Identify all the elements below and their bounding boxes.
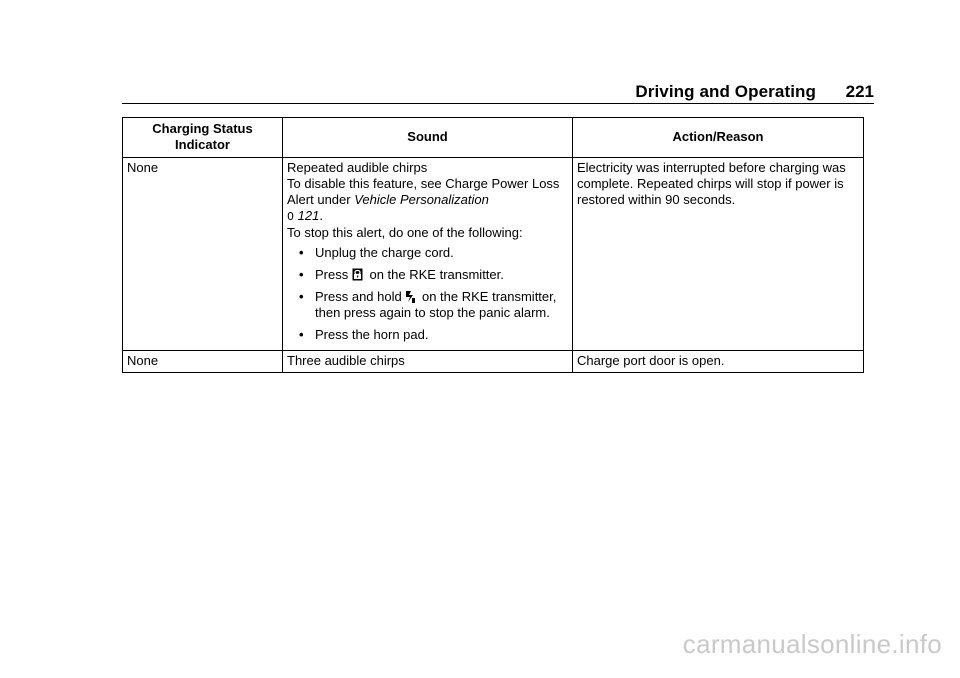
vehicle-personalization-link[interactable]: Vehicle Personalization (354, 192, 489, 207)
bullet-prefix: Press (315, 267, 349, 282)
list-item (287, 267, 568, 283)
bullet-prefix: Press and hold (315, 289, 402, 304)
list-item (287, 289, 568, 321)
column-header-indicator: Charging Status Indicator (123, 118, 283, 158)
table-row (123, 158, 864, 351)
stop-alert-intro: To stop this alert, do one of the following: (287, 225, 523, 240)
disable-text: To disable this feature, see Charge Power Loss Alert under (287, 176, 560, 207)
page-ref-end: . (319, 208, 323, 223)
column-header-action: Action/Reason (573, 118, 864, 158)
bullet-mark: • (299, 289, 304, 304)
bullet-suffix: on the RKE transmitter. (369, 267, 504, 282)
bullet-mark: • (299, 327, 304, 342)
cell-action: Electricity was interrupted before charging was complete. Repeated chirps will stop if power is restored within 90 seconds. (573, 158, 864, 351)
bullet-mark: • (299, 245, 304, 260)
bullet-text: Press the horn pad. (315, 327, 429, 342)
table-row (123, 351, 864, 373)
charging-status-table (122, 117, 864, 373)
page-ref-number[interactable]: 121 (297, 208, 320, 223)
cell-indicator: None (123, 158, 283, 351)
cell-sound (283, 158, 573, 351)
section-title: Driving and Operating (635, 82, 816, 101)
page-ref-icon: 0 (287, 210, 294, 223)
disable-instructions (287, 176, 568, 225)
sound-description: Repeated audible chirps (287, 160, 428, 175)
bullet-mark: • (299, 267, 304, 282)
bullet-suffix: on the RKE transmitter, then press again to stop the panic alarm. (315, 289, 557, 320)
table-header-row (123, 118, 864, 158)
header-divider (122, 103, 874, 104)
stop-alert-list (287, 245, 568, 343)
lock-icon (352, 268, 363, 281)
page-header (122, 82, 874, 102)
bullet-text: Unplug the charge cord. (315, 245, 454, 260)
cell-indicator: None (123, 351, 283, 373)
column-header-sound: Sound (283, 118, 573, 158)
list-item (287, 245, 568, 261)
list-item (287, 327, 568, 343)
watermark: carmanualsonline.info (682, 629, 942, 659)
cell-action: Charge port door is open. (573, 351, 864, 373)
panic-alarm-icon (405, 290, 415, 303)
page-number: 221 (845, 82, 874, 101)
cell-sound: Three audible chirps (283, 351, 573, 373)
